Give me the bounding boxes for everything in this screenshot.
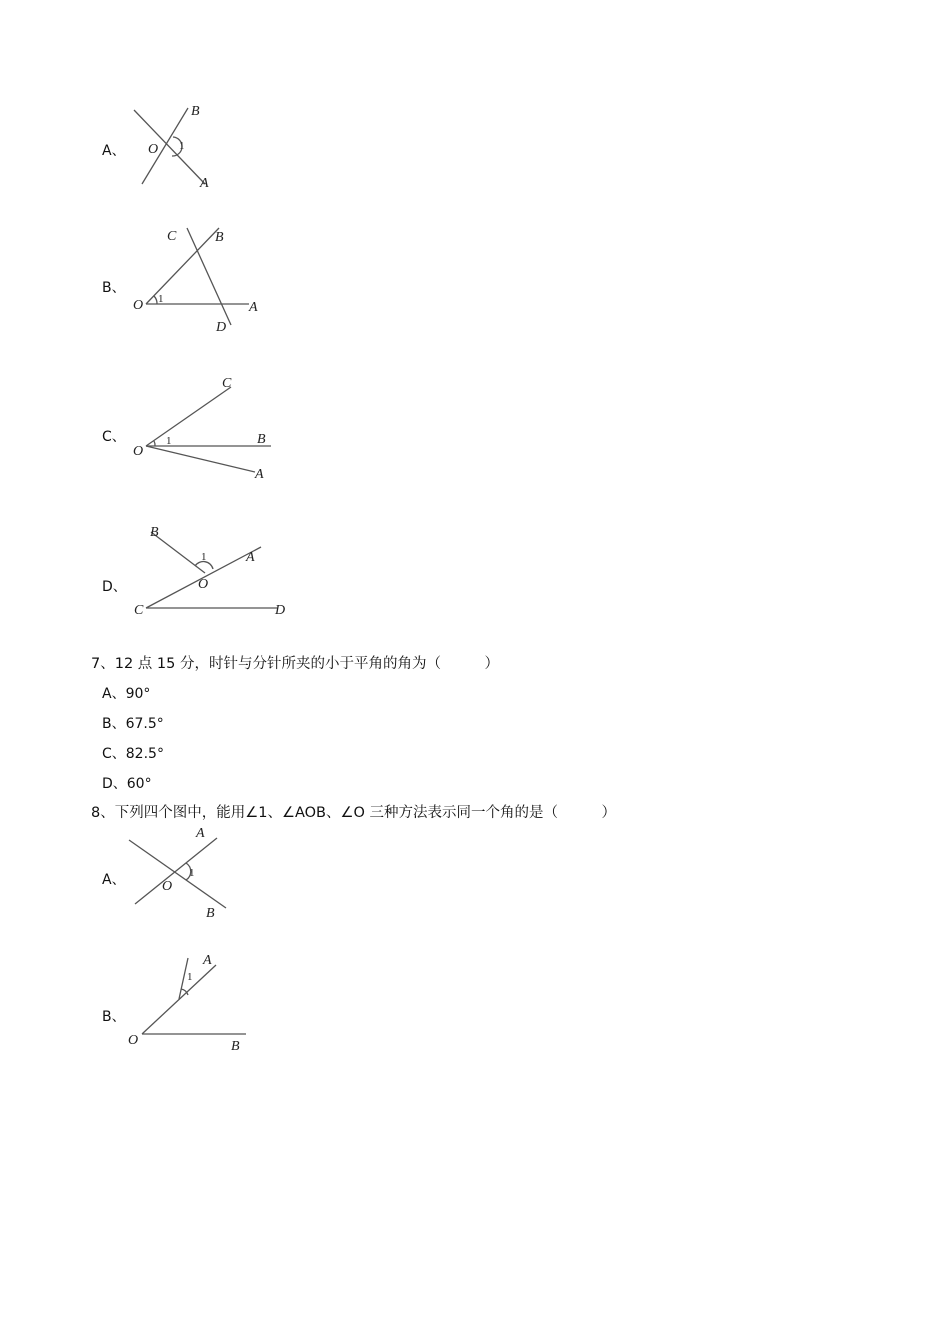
label-a: A: [249, 300, 258, 315]
line-oa: [135, 838, 217, 904]
q8-option-a-label: A、: [102, 872, 126, 888]
q6-figure-c: [125, 370, 285, 485]
q6-figure-a: [120, 100, 230, 195]
line-ob: [146, 228, 219, 304]
label-angle-1: 1: [166, 435, 172, 447]
label-angle-1: 1: [179, 140, 185, 152]
label-c: C: [167, 229, 177, 244]
label-o: O: [198, 577, 209, 592]
label-b: B: [150, 525, 159, 540]
label-a: A: [196, 826, 205, 841]
q6-option-a-label: A、: [102, 143, 126, 159]
q6-figure-b: [125, 225, 270, 335]
line-oa: [142, 965, 216, 1034]
label-o: O: [148, 142, 159, 157]
line-oc: [146, 387, 231, 446]
q7-option-b: B、67.5°: [102, 716, 164, 732]
label-c: C: [222, 376, 232, 391]
label-a: A: [203, 953, 212, 968]
q6-option-c-label: C、: [102, 429, 126, 445]
label-b: B: [206, 906, 215, 921]
label-angle-1: 1: [189, 867, 195, 879]
label-d: D: [216, 320, 227, 335]
label-b: B: [257, 432, 266, 447]
label-angle-1: 1: [187, 971, 193, 983]
q7-option-c: C、82.5°: [102, 746, 164, 762]
q6-option-b-label: B、: [102, 280, 126, 296]
q8-stem: 8、下列四个图中，能用∠1、∠AOB、∠O 三种方法表示同一个角的是（ ）: [91, 805, 616, 821]
label-a: A: [200, 176, 209, 191]
q7-option-d: D、60°: [102, 776, 152, 792]
label-a: A: [246, 550, 255, 565]
q8-figure-b: [120, 945, 260, 1055]
line-oa: [146, 446, 255, 472]
label-d: D: [275, 603, 286, 618]
angle-1-arc: [154, 441, 155, 446]
label-b: B: [191, 104, 200, 119]
angle-1-arc: [154, 296, 157, 304]
label-b: B: [215, 230, 224, 245]
label-angle-1: 1: [201, 551, 207, 563]
q8-figure-a: [120, 822, 240, 927]
line-oa: [134, 110, 205, 184]
q7-stem: 7、12 点 15 分，时针与分针所夹的小于平角的角为（ ）: [91, 656, 499, 672]
label-a: A: [255, 467, 264, 482]
label-o: O: [133, 298, 144, 313]
label-angle-1: 1: [158, 293, 164, 305]
label-o: O: [162, 879, 173, 894]
label-o: O: [128, 1033, 139, 1048]
q8-option-b-label: B、: [102, 1009, 126, 1025]
q7-option-a: A、90°: [102, 686, 151, 702]
label-o: O: [133, 444, 144, 459]
label-c: C: [134, 603, 144, 618]
q6-option-d-label: D、: [102, 579, 127, 595]
label-b: B: [231, 1039, 240, 1054]
line-ob: [151, 532, 205, 573]
line-cd: [187, 228, 231, 325]
q6-figure-d: [125, 520, 300, 625]
